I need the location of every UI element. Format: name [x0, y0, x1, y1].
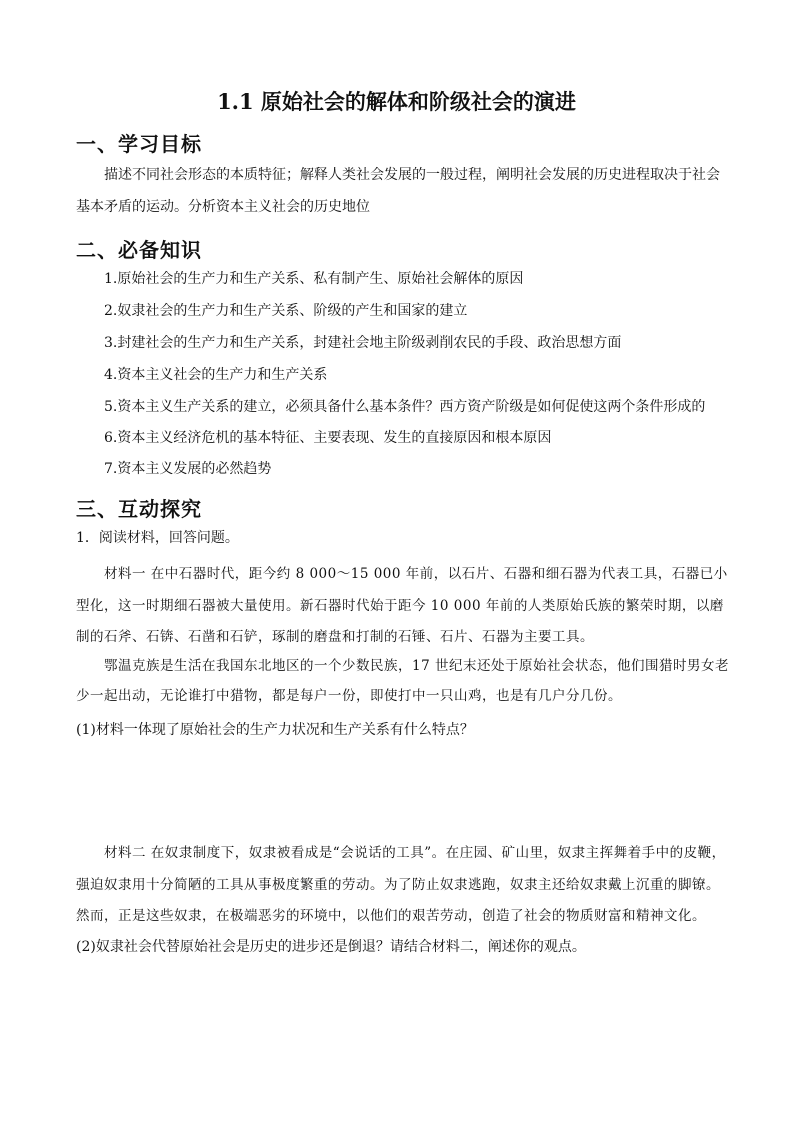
material-line: 鄂温克族是生活在我国东北地区的一个少数民族，17 世纪末还处于原始社会状态，他们围猎时男女老: [104, 658, 729, 674]
material-line: 制的石斧、石锛、石凿和石铲，琢制的磨盘和打制的石锤、石片、石器为主要工具。: [76, 629, 594, 645]
knowledge-item: 3.封建社会的生产力和生产关系，封建社会地主阶级剥削农民的手段、政治思想方面: [104, 335, 622, 351]
knowledge-item: 6.资本主义经济危机的基本特征、主要表现、发生的直接原因和根本原因: [104, 430, 552, 446]
section-heading-interactive-inquiry: 三、互动探究: [76, 497, 202, 521]
question-intro: 1．阅读材料，回答问题。: [76, 530, 239, 546]
knowledge-item: 7.资本主义发展的必然趋势: [104, 461, 272, 477]
material-line: 少一起出动，无论谁打中猎物，都是每户一份，即使打中一只山鸡，也是有几户分几份。: [76, 688, 622, 704]
material-line: 然而，正是这些奴隶，在极端恶劣的环境中，以他们的艰苦劳动，创造了社会的物质财富和精神文化。: [76, 908, 706, 924]
material-line: 材料二 在奴隶制度下，奴隶被看成是“会说话的工具”。在庄园、矿山里，奴隶主挥舞着手中的皮鞭，: [104, 845, 726, 861]
section-heading-essential-knowledge: 二、必备知识: [76, 238, 202, 262]
goal-line: 基本矛盾的运动。分析资本主义社会的历史地位: [76, 199, 370, 215]
page-title: 1.1 原始社会的解体和阶级社会的演进: [217, 89, 576, 114]
knowledge-item: 2.奴隶社会的生产力和生产关系、阶级的产生和国家的建立: [104, 303, 468, 319]
knowledge-item: 1.原始社会的生产力和生产关系、私有制产生、原始社会解体的原因: [104, 271, 524, 287]
material-line: 强迫奴隶用十分简陋的工具从事极度繁重的劳动。为了防止奴隶逃跑，奴隶主还给奴隶戴上沉重的脚镣。: [76, 877, 720, 893]
knowledge-item: 5.资本主义生产关系的建立，必须具备什么基本条件？西方资产阶级是如何促使这两个条件形成的: [104, 399, 706, 415]
goal-line: 描述不同社会形态的本质特征；解释人类社会发展的一般过程，阐明社会发展的历史进程取决于社会: [104, 167, 720, 183]
section-heading-learning-goals: 一、学习目标: [76, 132, 202, 156]
question-1: (1)材料一体现了原始社会的生产力状况和生产关系有什么特点？: [76, 722, 474, 738]
question-2: (2)奴隶社会代替原始社会是历史的进步还是倒退？请结合材料二，阐述你的观点。: [76, 939, 586, 955]
knowledge-item: 4.资本主义社会的生产力和生产关系: [104, 367, 328, 383]
material-line: 材料一 在中石器时代，距今约 8 000～15 000 年前，以石片、石器和细石器为代表工具，石器已小: [104, 566, 728, 582]
material-line: 型化，这一时期细石器被大量使用。新石器时代始于距今 10 000 年前的人类原始氏族的繁荣时期，以磨: [76, 598, 724, 614]
